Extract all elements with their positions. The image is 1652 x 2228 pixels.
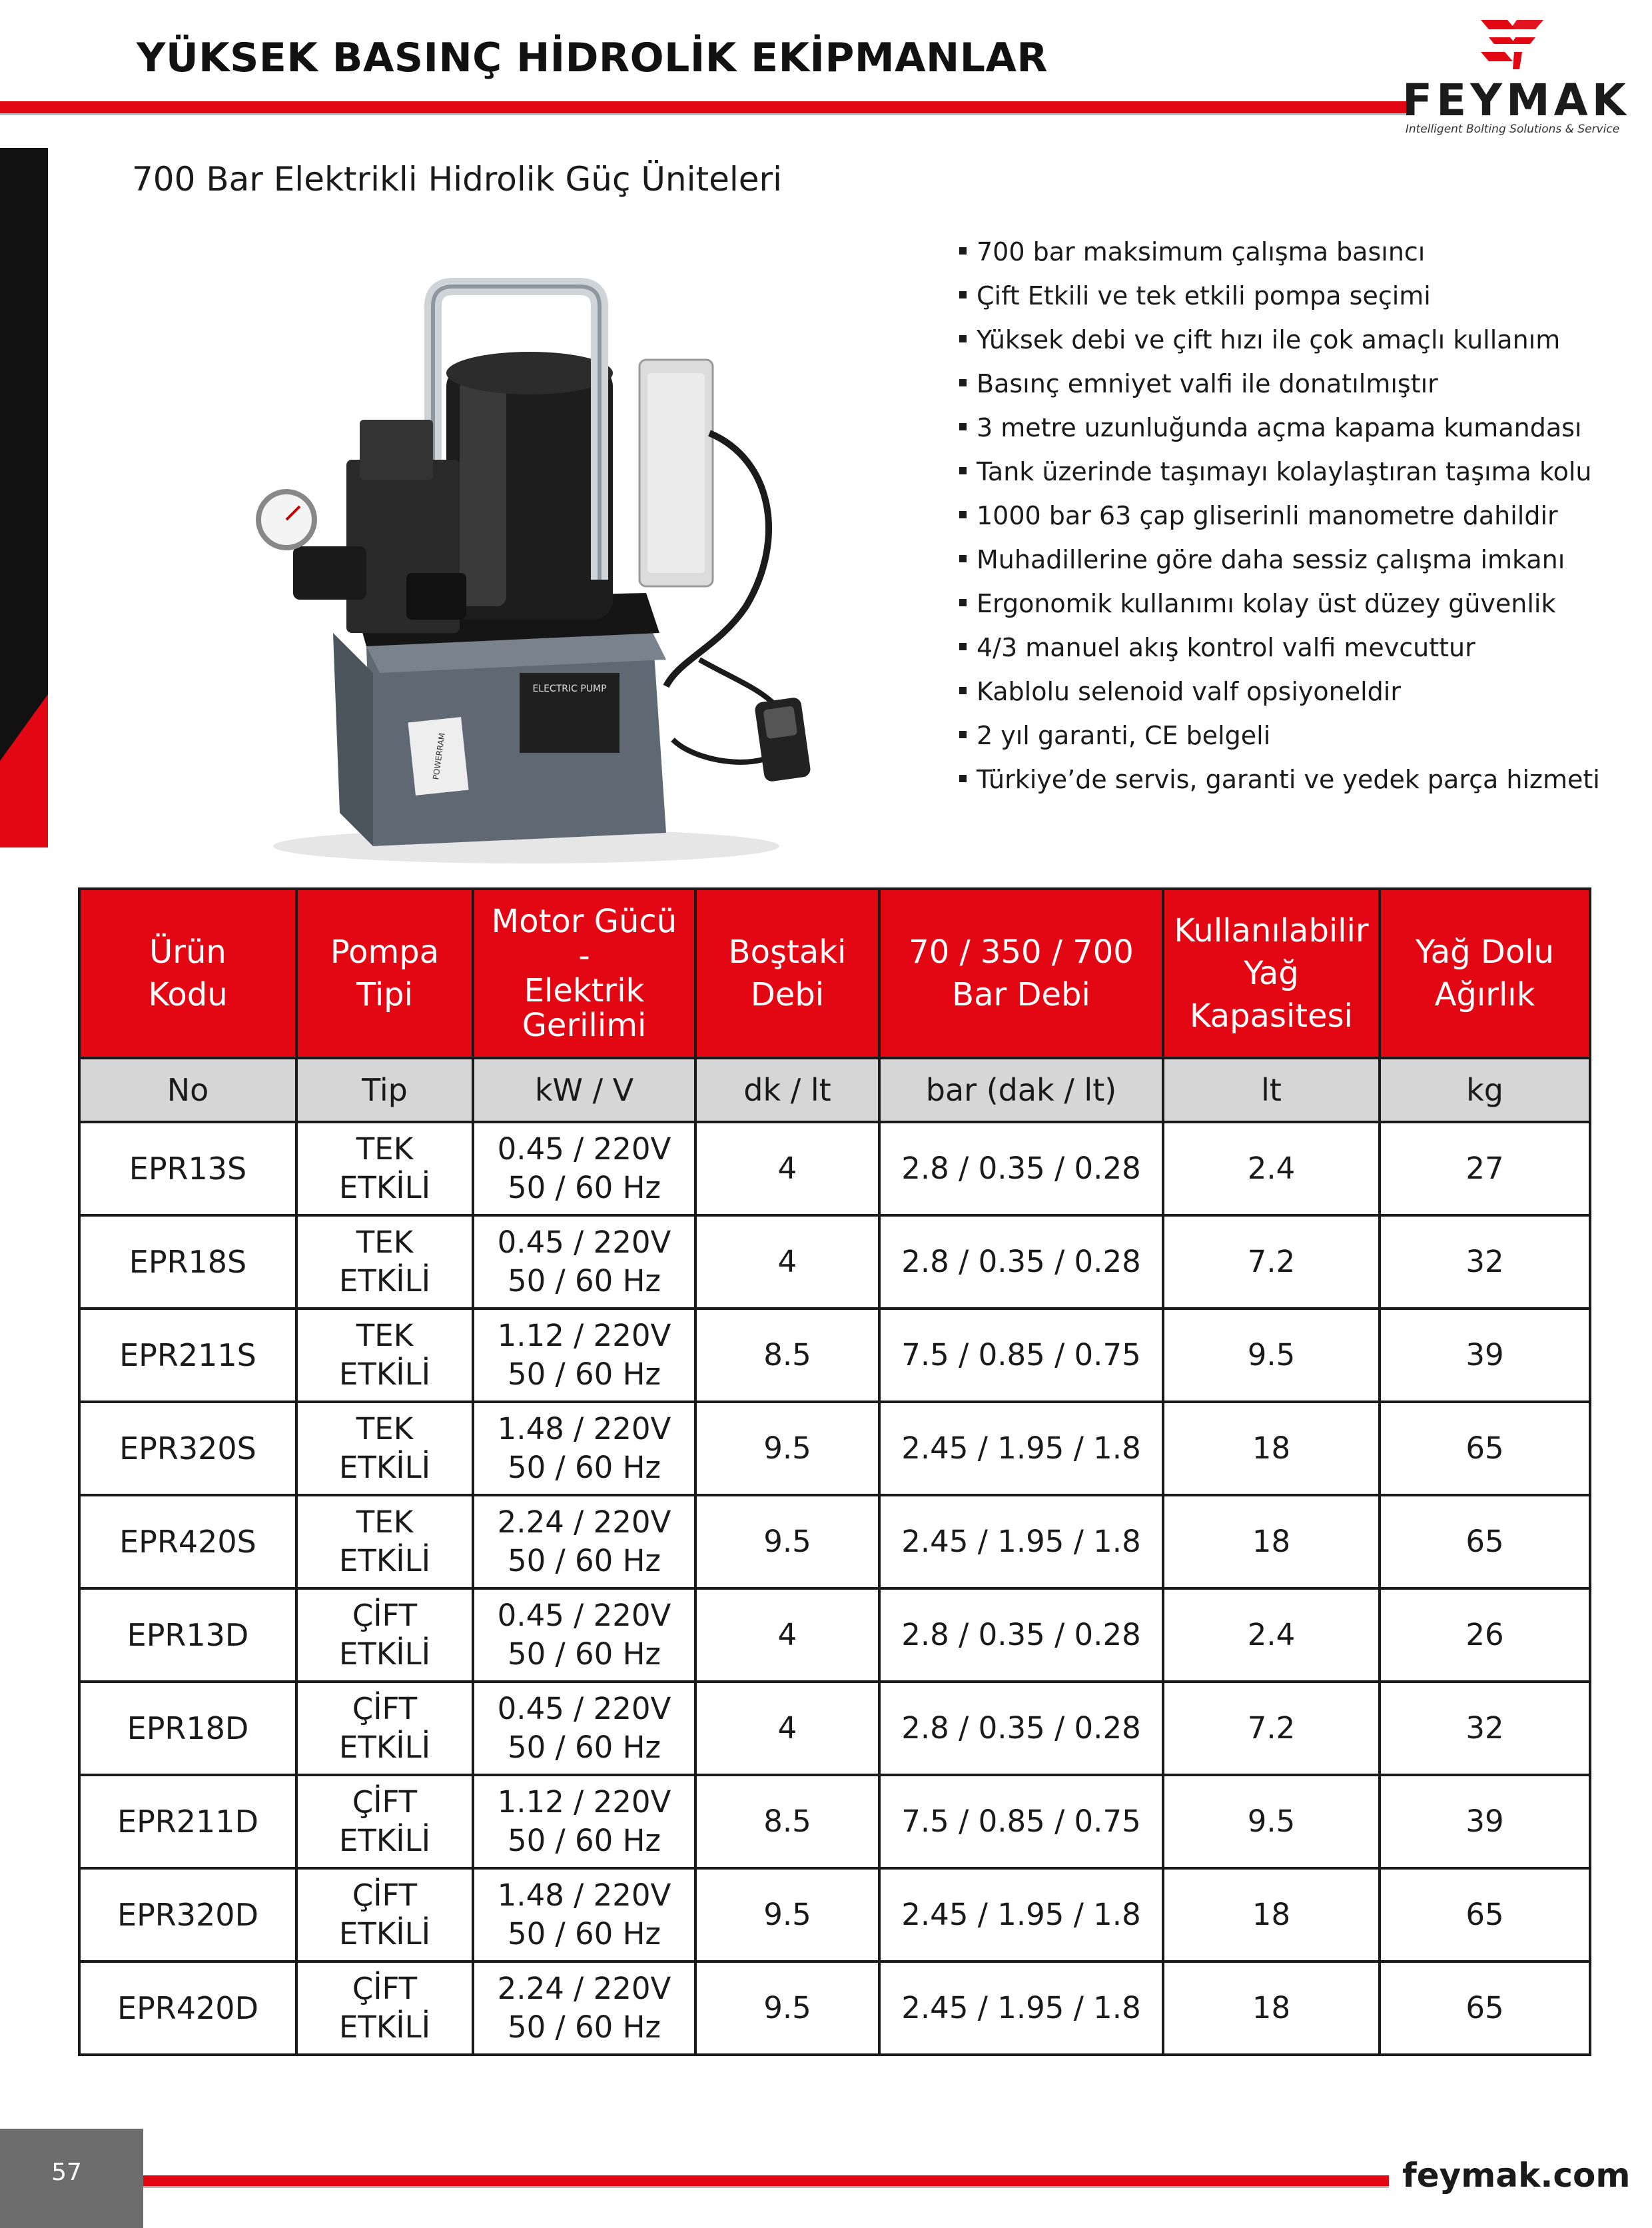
feature-item xyxy=(959,450,1599,494)
cell-code: EPR13D xyxy=(79,1588,296,1682)
cell-bar-flow: 2.45 / 1.95 / 1.8 xyxy=(879,1495,1163,1588)
table-row xyxy=(79,1215,1590,1309)
header-product-code: Ürün Kodu xyxy=(79,889,296,1058)
side-decoration-bar xyxy=(0,148,48,847)
header-motor-power: Motor Gücü - Elektrik Gerilimi xyxy=(473,889,695,1058)
cell-oil-capacity: 18 xyxy=(1163,1402,1380,1495)
cell-oil-capacity: 18 xyxy=(1163,1495,1380,1588)
bullet-icon xyxy=(959,379,967,386)
feature-item xyxy=(959,626,1599,670)
table-row xyxy=(79,1682,1590,1775)
cell-weight: 65 xyxy=(1380,1868,1590,1961)
cell-motor: 1.12 / 220V 50 / 60 Hz xyxy=(473,1309,695,1402)
feature-text: Basınç emniyet valfi ile donatılmıştır xyxy=(977,369,1438,398)
cell-motor: 0.45 / 220V 50 / 60 Hz xyxy=(473,1682,695,1775)
bullet-icon xyxy=(959,423,967,430)
cell-motor: 0.45 / 220V 50 / 60 Hz xyxy=(473,1122,695,1215)
cell-bar-flow: 7.5 / 0.85 / 0.75 xyxy=(879,1309,1163,1402)
cell-idle-flow: 9.5 xyxy=(695,1961,879,2055)
feature-item xyxy=(959,318,1599,362)
cell-type: ÇİFT ETKİLİ xyxy=(296,1682,473,1775)
feature-item xyxy=(959,714,1599,758)
unit-cell: kW / V xyxy=(473,1058,695,1122)
cell-code: EPR211S xyxy=(79,1309,296,1402)
section-subtitle: 700 Bar Elektrikli Hidrolik Güç Üniteleri xyxy=(132,160,782,199)
cell-oil-capacity: 18 xyxy=(1163,1868,1380,1961)
bullet-icon xyxy=(959,291,967,298)
cell-weight: 27 xyxy=(1380,1122,1590,1215)
cell-bar-flow: 2.8 / 0.35 / 0.28 xyxy=(879,1682,1163,1775)
feature-text: 4/3 manuel akış kontrol valfi mevcuttur xyxy=(977,633,1475,662)
header-oil-capacity: Kullanılabilir Yağ Kapasitesi xyxy=(1163,889,1380,1058)
page-header-title: YÜKSEK BASINÇ HİDROLİK EKİPMANLAR xyxy=(137,35,1048,81)
cell-code: EPR13S xyxy=(79,1122,296,1215)
cell-oil-capacity: 9.5 xyxy=(1163,1309,1380,1402)
cell-idle-flow: 8.5 xyxy=(695,1775,879,1868)
cell-bar-flow: 2.8 / 0.35 / 0.28 xyxy=(879,1215,1163,1309)
cell-idle-flow: 4 xyxy=(695,1215,879,1309)
brand-wordmark: FEYMAK xyxy=(1402,75,1630,126)
cell-bar-flow: 2.45 / 1.95 / 1.8 xyxy=(879,1868,1163,1961)
cell-oil-capacity: 2.4 xyxy=(1163,1588,1380,1682)
page-number: 57 xyxy=(51,2159,82,2186)
feature-text: Muhadillerine göre daha sessiz çalışma imkanı xyxy=(977,545,1565,574)
cell-idle-flow: 9.5 xyxy=(695,1495,879,1588)
pump-model-plate: ELECTRIC PUMP xyxy=(532,684,607,694)
cell-oil-capacity: 9.5 xyxy=(1163,1775,1380,1868)
cell-code: EPR18S xyxy=(79,1215,296,1309)
cell-code: EPR420S xyxy=(79,1495,296,1588)
cell-idle-flow: 8.5 xyxy=(695,1309,879,1402)
feature-item xyxy=(959,582,1599,626)
unit-cell: bar (dak / lt) xyxy=(879,1058,1163,1122)
feature-text: 1000 bar 63 çap gliserinli manometre dahildir xyxy=(977,501,1558,530)
header-red-rule xyxy=(0,101,1409,113)
feature-text: Yüksek debi ve çift hızı ile çok amaçlı kullanım xyxy=(977,325,1561,354)
unit-cell: No xyxy=(79,1058,296,1122)
cell-weight: 32 xyxy=(1380,1215,1590,1309)
cell-weight: 32 xyxy=(1380,1682,1590,1775)
cell-type: TEK ETKİLİ xyxy=(296,1495,473,1588)
bullet-icon xyxy=(959,467,967,474)
cell-idle-flow: 4 xyxy=(695,1122,879,1215)
table-row xyxy=(79,1775,1590,1868)
cell-bar-flow: 7.5 / 0.85 / 0.75 xyxy=(879,1775,1163,1868)
header-weight: Yağ Dolu Ağırlık xyxy=(1380,889,1590,1058)
bullet-icon xyxy=(959,335,967,342)
feymak-logo-icon xyxy=(1475,15,1549,73)
unit-cell: dk / lt xyxy=(695,1058,879,1122)
feature-item xyxy=(959,494,1599,538)
website-link[interactable]: feymak.com xyxy=(1402,2156,1631,2195)
table-row xyxy=(79,1961,1590,2055)
feature-text: 3 metre uzunluğunda açma kapama kumandası xyxy=(977,413,1582,442)
unit-cell: Tip xyxy=(296,1058,473,1122)
bullet-icon xyxy=(959,555,967,562)
table-row xyxy=(79,1402,1590,1495)
cell-weight: 65 xyxy=(1380,1961,1590,2055)
header-idle-flow: Boştaki Debi xyxy=(695,889,879,1058)
cell-idle-flow: 4 xyxy=(695,1682,879,1775)
cell-code: EPR18D xyxy=(79,1682,296,1775)
cell-code: EPR320D xyxy=(79,1868,296,1961)
feature-item xyxy=(959,758,1599,802)
bullet-icon xyxy=(959,731,967,738)
brand-tagline: Intelligent Bolting Solutions & Service xyxy=(1405,123,1620,136)
cell-weight: 39 xyxy=(1380,1775,1590,1868)
table-header-row xyxy=(79,889,1590,1058)
cell-idle-flow: 4 xyxy=(695,1588,879,1682)
feature-text: 700 bar maksimum çalışma basıncı xyxy=(977,237,1426,267)
feature-item xyxy=(959,362,1599,406)
unit-cell: lt xyxy=(1163,1058,1380,1122)
cell-code: EPR211D xyxy=(79,1775,296,1868)
feature-item xyxy=(959,538,1599,582)
cell-type: ÇİFT ETKİLİ xyxy=(296,1588,473,1682)
feature-text: Türkiye’de servis, garanti ve yedek parça hizmeti xyxy=(977,765,1600,794)
table-row xyxy=(79,1588,1590,1682)
table-row xyxy=(79,1495,1590,1588)
cell-oil-capacity: 7.2 xyxy=(1163,1215,1380,1309)
table-row xyxy=(79,1868,1590,1961)
header-bar-flow: 70 / 350 / 700 Bar Debi xyxy=(879,889,1163,1058)
cell-idle-flow: 9.5 xyxy=(695,1402,879,1495)
cell-oil-capacity: 2.4 xyxy=(1163,1122,1380,1215)
feature-text: 2 yıl garanti, CE belgeli xyxy=(977,721,1271,750)
header-pump-type: Pompa Tipi xyxy=(296,889,473,1058)
feature-text: Kablolu selenoid valf opsiyoneldir xyxy=(977,677,1401,706)
feature-text: Ergonomik kullanımı kolay üst düzey güvenlik xyxy=(977,589,1556,618)
cell-bar-flow: 2.45 / 1.95 / 1.8 xyxy=(879,1961,1163,2055)
cell-bar-flow: 2.8 / 0.35 / 0.28 xyxy=(879,1122,1163,1215)
unit-cell: kg xyxy=(1380,1058,1590,1122)
feature-text: Tank üzerinde taşımayı kolaylaştıran taşıma kolu xyxy=(977,457,1592,486)
cell-bar-flow: 2.8 / 0.35 / 0.28 xyxy=(879,1588,1163,1682)
cell-type: ÇİFT ETKİLİ xyxy=(296,1961,473,2055)
footer-gray-rule xyxy=(143,2186,1389,2188)
bullet-icon xyxy=(959,775,967,782)
table-unit-row xyxy=(79,1058,1590,1122)
table-row xyxy=(79,1309,1590,1402)
cell-type: ÇİFT ETKİLİ xyxy=(296,1775,473,1868)
hydraulic-power-unit-image xyxy=(240,260,813,873)
cell-weight: 65 xyxy=(1380,1402,1590,1495)
cell-weight: 65 xyxy=(1380,1495,1590,1588)
cell-oil-capacity: 18 xyxy=(1163,1961,1380,2055)
bullet-icon xyxy=(959,643,967,650)
header-gray-rule xyxy=(0,113,1409,115)
footer-red-rule xyxy=(143,2175,1389,2186)
cell-motor: 2.24 / 220V 50 / 60 Hz xyxy=(473,1495,695,1588)
cell-type: TEK ETKİLİ xyxy=(296,1215,473,1309)
feature-text: Çift Etkili ve tek etkili pompa seçimi xyxy=(977,281,1431,310)
pump-brand-plate: POWERRAM xyxy=(431,732,447,781)
cell-weight: 39 xyxy=(1380,1309,1590,1402)
feature-list xyxy=(959,230,1599,802)
cell-weight: 26 xyxy=(1380,1588,1590,1682)
cell-type: TEK ETKİLİ xyxy=(296,1402,473,1495)
bullet-icon xyxy=(959,247,967,255)
bullet-icon xyxy=(959,599,967,606)
feature-item xyxy=(959,230,1599,274)
table-row xyxy=(79,1122,1590,1215)
cell-idle-flow: 9.5 xyxy=(695,1868,879,1961)
cell-oil-capacity: 7.2 xyxy=(1163,1682,1380,1775)
cell-motor: 0.45 / 220V 50 / 60 Hz xyxy=(473,1215,695,1309)
cell-motor: 1.48 / 220V 50 / 60 Hz xyxy=(473,1402,695,1495)
cell-code: EPR420D xyxy=(79,1961,296,2055)
cell-type: ÇİFT ETKİLİ xyxy=(296,1868,473,1961)
cell-motor: 0.45 / 220V 50 / 60 Hz xyxy=(473,1588,695,1682)
feature-item xyxy=(959,274,1599,318)
cell-code: EPR320S xyxy=(79,1402,296,1495)
cell-motor: 2.24 / 220V 50 / 60 Hz xyxy=(473,1961,695,2055)
cell-bar-flow: 2.45 / 1.95 / 1.8 xyxy=(879,1402,1163,1495)
feature-item xyxy=(959,406,1599,450)
spec-table xyxy=(78,887,1591,2056)
bullet-icon xyxy=(959,687,967,694)
feature-item xyxy=(959,670,1599,714)
bullet-icon xyxy=(959,511,967,518)
cell-motor: 1.12 / 220V 50 / 60 Hz xyxy=(473,1775,695,1868)
cell-type: TEK ETKİLİ xyxy=(296,1122,473,1215)
cell-motor: 1.48 / 220V 50 / 60 Hz xyxy=(473,1868,695,1961)
cell-type: TEK ETKİLİ xyxy=(296,1309,473,1402)
